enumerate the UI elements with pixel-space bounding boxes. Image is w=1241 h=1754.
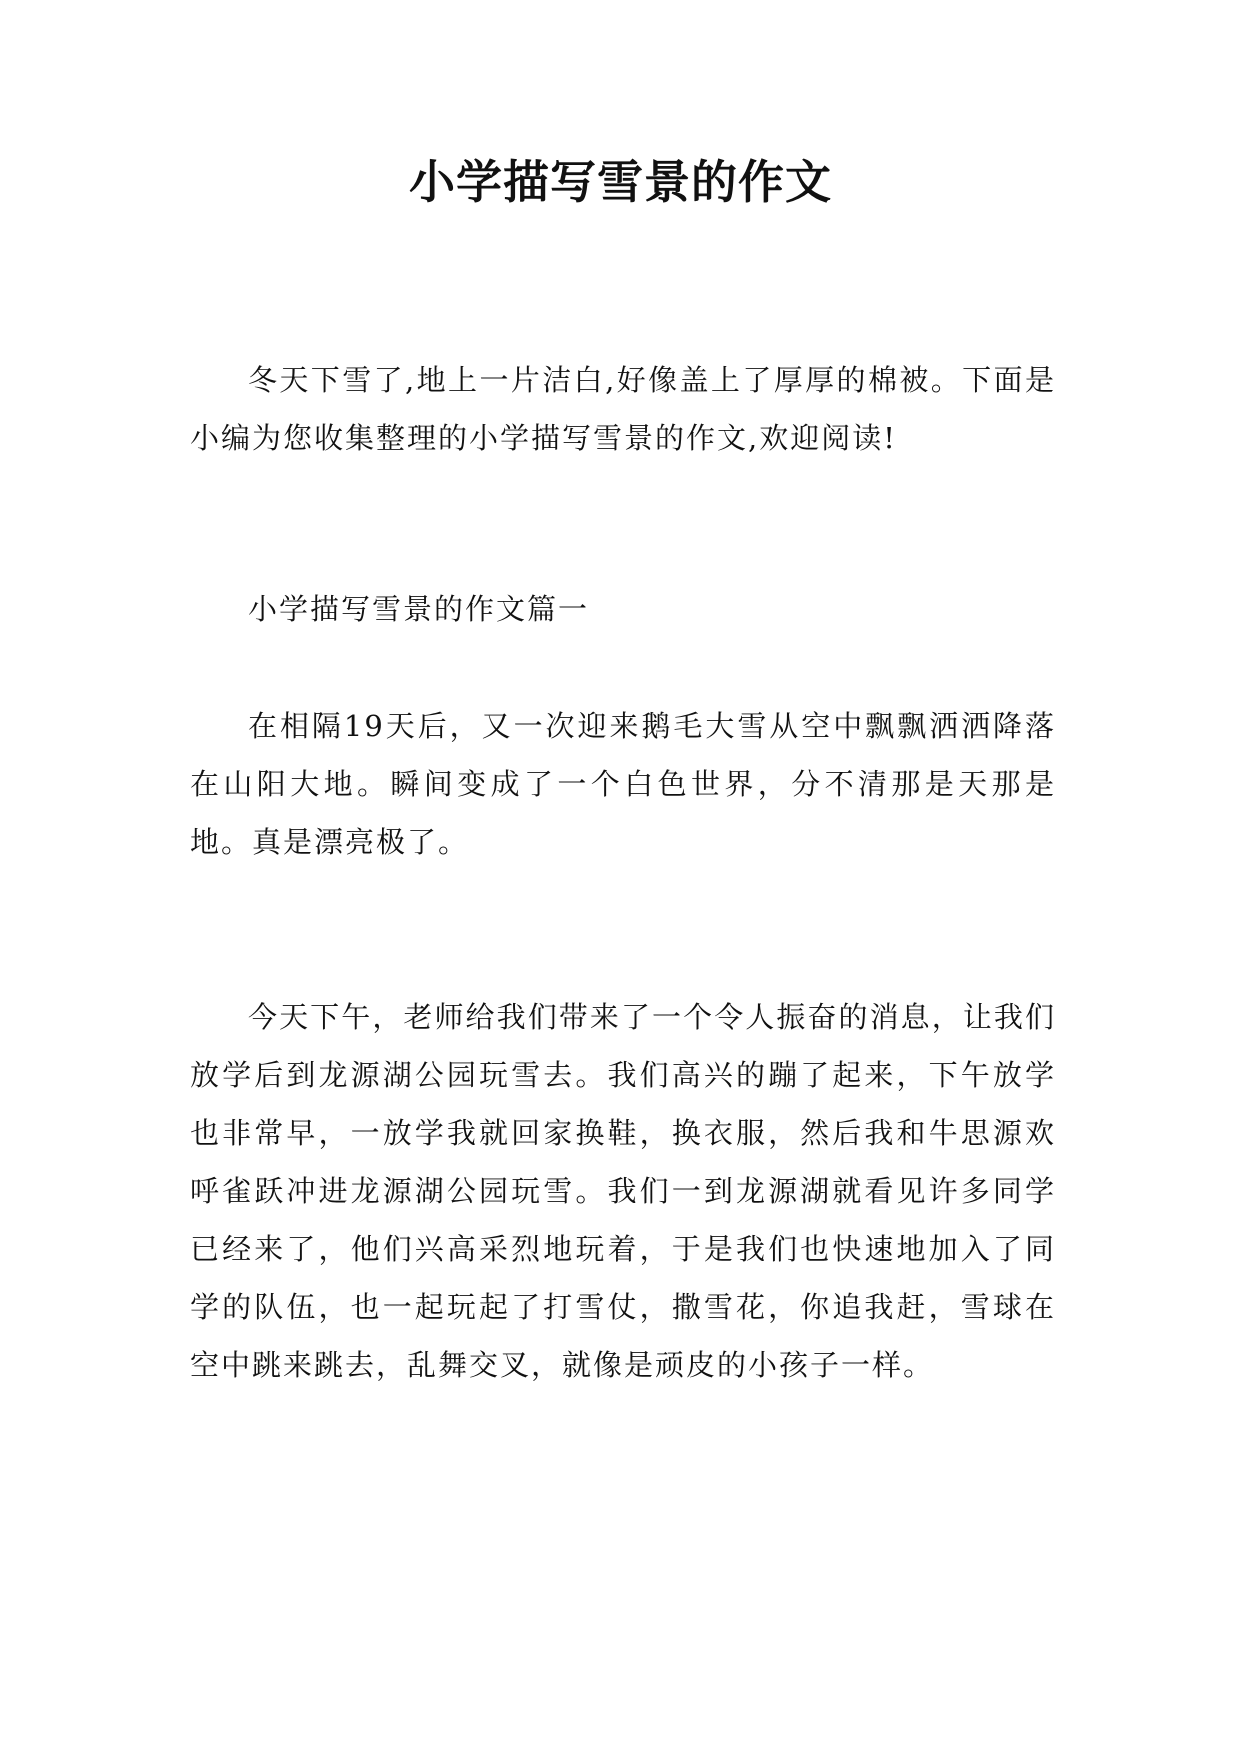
intro-paragraph: 冬天下雪了,地上一片洁白,好像盖上了厚厚的棉被。下面是小编为您收集整理的小学描写雪景的作文,欢迎阅读! (190, 363, 1056, 455)
body-paragraph-2: 今天下午，老师给我们带来了一个令人振奋的消息，让我们放学后到龙源湖公园玩雪去。我们高兴的蹦了起来，下午放学也非常早，一放学我就回家换鞋，换衣服，然后我和牛思源欢呼雀跃冲进龙源湖公园玩雪。我们一到龙源湖就看见许多同学已经来了，他们兴高采烈地玩着，于是我们也快速地加入了同学的队伍，也一起玩起了打雪仗，撒雪花，你追我赶，雪球在空中跳来跳去，乱舞交叉，就像是顽皮的小孩子一样。 (190, 1000, 1056, 1382)
body-paragraph-1: 在相隔19天后，又一次迎来鹅毛大雪从空中飘飘洒洒降落在山阳大地。瞬间变成了一个白色世界，分不清那是天那是地。真是漂亮极了。 (190, 709, 1056, 859)
section-heading: 小学描写雪景的作文篇一 (248, 592, 590, 626)
document-title: 小学描写雪景的作文 (409, 155, 832, 209)
